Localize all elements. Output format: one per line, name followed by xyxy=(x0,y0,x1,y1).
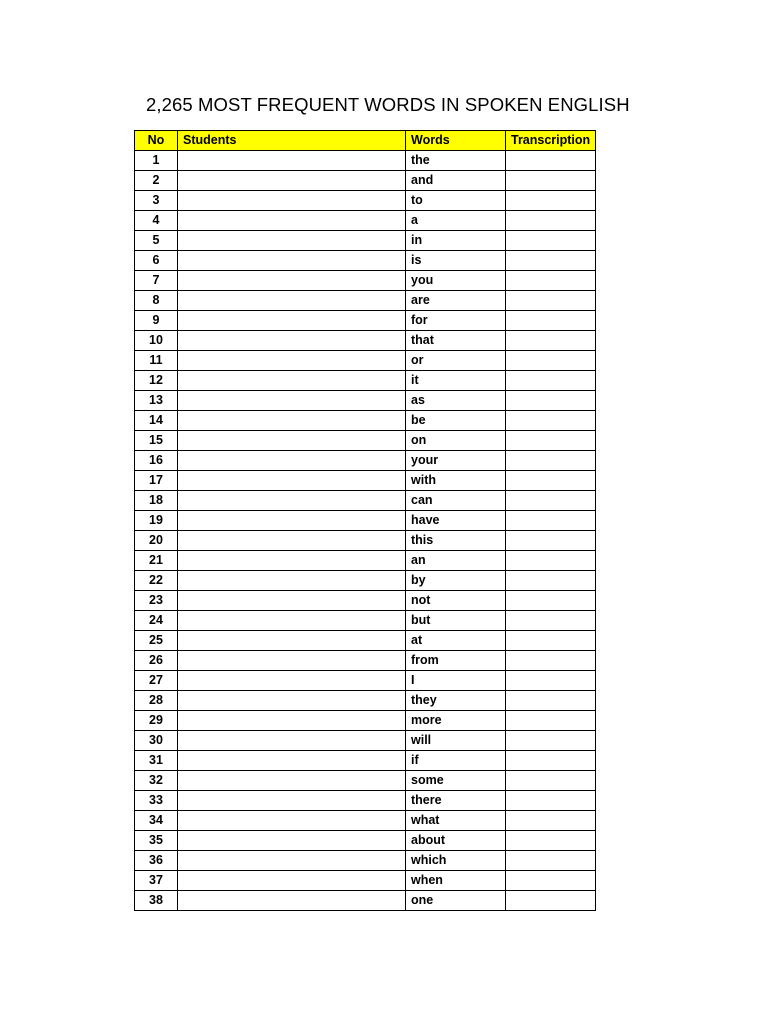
row-number-cell: 37 xyxy=(135,871,178,891)
transcription-cell[interactable] xyxy=(506,751,596,771)
student-cell[interactable] xyxy=(178,831,406,851)
word-cell: as xyxy=(406,391,506,411)
table-row xyxy=(135,271,596,291)
word-cell: this xyxy=(406,531,506,551)
transcription-cell[interactable] xyxy=(506,891,596,911)
page-title: 2,265 MOST FREQUENT WORDS IN SPOKEN ENGLISH xyxy=(146,94,630,115)
word-cell: or xyxy=(406,351,506,371)
student-cell[interactable] xyxy=(178,891,406,911)
table-row xyxy=(135,711,596,731)
table-row xyxy=(135,431,596,451)
word-cell: are xyxy=(406,291,506,311)
table-row xyxy=(135,171,596,191)
table-row xyxy=(135,811,596,831)
table-row xyxy=(135,671,596,691)
student-cell[interactable] xyxy=(178,551,406,571)
word-cell: there xyxy=(406,791,506,811)
row-number-cell: 12 xyxy=(135,371,178,391)
row-number-cell: 30 xyxy=(135,731,178,751)
transcription-cell[interactable] xyxy=(506,571,596,591)
table-row xyxy=(135,511,596,531)
row-number-cell: 33 xyxy=(135,791,178,811)
student-cell[interactable] xyxy=(178,371,406,391)
transcription-cell[interactable] xyxy=(506,791,596,811)
transcription-cell[interactable] xyxy=(506,671,596,691)
word-cell: some xyxy=(406,771,506,791)
word-cell: when xyxy=(406,871,506,891)
word-cell: if xyxy=(406,751,506,771)
row-number-cell: 38 xyxy=(135,891,178,911)
word-cell: a xyxy=(406,211,506,231)
table-row xyxy=(135,231,596,251)
row-number-cell: 25 xyxy=(135,631,178,651)
table-row xyxy=(135,311,596,331)
table-row xyxy=(135,391,596,411)
transcription-cell[interactable] xyxy=(506,371,596,391)
word-cell: at xyxy=(406,631,506,651)
row-number-cell: 11 xyxy=(135,351,178,371)
student-cell[interactable] xyxy=(178,571,406,591)
row-number-cell: 3 xyxy=(135,191,178,211)
student-cell[interactable] xyxy=(178,491,406,511)
table-row xyxy=(135,691,596,711)
student-cell[interactable] xyxy=(178,851,406,871)
table-row xyxy=(135,331,596,351)
transcription-cell[interactable] xyxy=(506,711,596,731)
table-row xyxy=(135,291,596,311)
row-number-cell: 8 xyxy=(135,291,178,311)
word-cell: by xyxy=(406,571,506,591)
transcription-cell[interactable] xyxy=(506,731,596,751)
word-cell: from xyxy=(406,651,506,671)
student-cell[interactable] xyxy=(178,291,406,311)
table-row xyxy=(135,351,596,371)
word-cell: be xyxy=(406,411,506,431)
transcription-cell[interactable] xyxy=(506,191,596,211)
transcription-cell[interactable] xyxy=(506,551,596,571)
row-number-cell: 4 xyxy=(135,211,178,231)
transcription-cell[interactable] xyxy=(506,331,596,351)
table-row xyxy=(135,611,596,631)
student-cell[interactable] xyxy=(178,151,406,171)
student-cell[interactable] xyxy=(178,811,406,831)
table-row xyxy=(135,791,596,811)
row-number-cell: 2 xyxy=(135,171,178,191)
word-cell: one xyxy=(406,891,506,911)
transcription-cell[interactable] xyxy=(506,351,596,371)
row-number-cell: 18 xyxy=(135,491,178,511)
row-number-cell: 24 xyxy=(135,611,178,631)
word-cell: can xyxy=(406,491,506,511)
table-row xyxy=(135,451,596,471)
row-number-cell: 5 xyxy=(135,231,178,251)
word-cell: an xyxy=(406,551,506,571)
transcription-cell[interactable] xyxy=(506,211,596,231)
word-cell: your xyxy=(406,451,506,471)
row-number-cell: 16 xyxy=(135,451,178,471)
row-number-cell: 34 xyxy=(135,811,178,831)
student-cell[interactable] xyxy=(178,211,406,231)
student-cell[interactable] xyxy=(178,251,406,271)
row-number-cell: 9 xyxy=(135,311,178,331)
word-cell: what xyxy=(406,811,506,831)
row-number-cell: 22 xyxy=(135,571,178,591)
row-number-cell: 7 xyxy=(135,271,178,291)
student-cell[interactable] xyxy=(178,531,406,551)
word-cell: the xyxy=(406,151,506,171)
column-header-students: Students xyxy=(178,131,406,151)
table-row xyxy=(135,731,596,751)
table-row xyxy=(135,831,596,851)
transcription-cell[interactable] xyxy=(506,491,596,511)
word-cell: for xyxy=(406,311,506,331)
transcription-cell[interactable] xyxy=(506,251,596,271)
table-row xyxy=(135,651,596,671)
row-number-cell: 6 xyxy=(135,251,178,271)
transcription-cell[interactable] xyxy=(506,851,596,871)
table-row xyxy=(135,531,596,551)
table-row xyxy=(135,191,596,211)
student-cell[interactable] xyxy=(178,191,406,211)
word-cell: that xyxy=(406,331,506,351)
table-row xyxy=(135,571,596,591)
transcription-cell[interactable] xyxy=(506,411,596,431)
word-cell: but xyxy=(406,611,506,631)
table-header-row xyxy=(135,131,596,151)
student-cell[interactable] xyxy=(178,231,406,251)
transcription-cell[interactable] xyxy=(506,531,596,551)
table-row xyxy=(135,891,596,911)
table-row xyxy=(135,851,596,871)
table-row xyxy=(135,491,596,511)
transcription-cell[interactable] xyxy=(506,811,596,831)
row-number-cell: 14 xyxy=(135,411,178,431)
student-cell[interactable] xyxy=(178,591,406,611)
table-row xyxy=(135,871,596,891)
student-cell[interactable] xyxy=(178,651,406,671)
transcription-cell[interactable] xyxy=(506,171,596,191)
column-header-words: Words xyxy=(406,131,506,151)
student-cell[interactable] xyxy=(178,351,406,371)
table-body xyxy=(135,151,596,911)
row-number-cell: 21 xyxy=(135,551,178,571)
student-cell[interactable] xyxy=(178,871,406,891)
row-number-cell: 26 xyxy=(135,651,178,671)
row-number-cell: 19 xyxy=(135,511,178,531)
row-number-cell: 27 xyxy=(135,671,178,691)
transcription-cell[interactable] xyxy=(506,511,596,531)
transcription-cell[interactable] xyxy=(506,591,596,611)
table-row xyxy=(135,251,596,271)
row-number-cell: 1 xyxy=(135,151,178,171)
student-cell[interactable] xyxy=(178,391,406,411)
row-number-cell: 23 xyxy=(135,591,178,611)
transcription-cell[interactable] xyxy=(506,831,596,851)
student-cell[interactable] xyxy=(178,431,406,451)
word-cell: you xyxy=(406,271,506,291)
column-header-transcription: Transcription xyxy=(506,131,596,151)
word-cell: I xyxy=(406,671,506,691)
column-header-no: No xyxy=(135,131,178,151)
table-row xyxy=(135,771,596,791)
transcription-cell[interactable] xyxy=(506,651,596,671)
student-cell[interactable] xyxy=(178,751,406,771)
transcription-cell[interactable] xyxy=(506,451,596,471)
row-number-cell: 13 xyxy=(135,391,178,411)
table-row xyxy=(135,631,596,651)
student-cell[interactable] xyxy=(178,451,406,471)
word-cell: it xyxy=(406,371,506,391)
student-cell[interactable] xyxy=(178,771,406,791)
transcription-cell[interactable] xyxy=(506,291,596,311)
table-row xyxy=(135,151,596,171)
transcription-cell[interactable] xyxy=(506,391,596,411)
word-cell: on xyxy=(406,431,506,451)
transcription-cell[interactable] xyxy=(506,231,596,251)
transcription-cell[interactable] xyxy=(506,631,596,651)
word-cell: about xyxy=(406,831,506,851)
transcription-cell[interactable] xyxy=(506,431,596,451)
row-number-cell: 10 xyxy=(135,331,178,351)
word-cell: not xyxy=(406,591,506,611)
student-cell[interactable] xyxy=(178,271,406,291)
student-cell[interactable] xyxy=(178,331,406,351)
table-row xyxy=(135,751,596,771)
student-cell[interactable] xyxy=(178,411,406,431)
table-row xyxy=(135,591,596,611)
word-table xyxy=(134,130,596,911)
transcription-cell[interactable] xyxy=(506,691,596,711)
word-cell: with xyxy=(406,471,506,491)
word-cell: which xyxy=(406,851,506,871)
row-number-cell: 36 xyxy=(135,851,178,871)
word-cell: in xyxy=(406,231,506,251)
student-cell[interactable] xyxy=(178,671,406,691)
table-row xyxy=(135,411,596,431)
row-number-cell: 35 xyxy=(135,831,178,851)
table-row xyxy=(135,211,596,231)
student-cell[interactable] xyxy=(178,631,406,651)
table-row xyxy=(135,371,596,391)
word-cell: and xyxy=(406,171,506,191)
transcription-cell[interactable] xyxy=(506,871,596,891)
word-cell: to xyxy=(406,191,506,211)
student-cell[interactable] xyxy=(178,611,406,631)
student-cell[interactable] xyxy=(178,711,406,731)
transcription-cell[interactable] xyxy=(506,771,596,791)
word-cell: will xyxy=(406,731,506,751)
word-cell: have xyxy=(406,511,506,531)
row-number-cell: 32 xyxy=(135,771,178,791)
table-row xyxy=(135,471,596,491)
row-number-cell: 15 xyxy=(135,431,178,451)
transcription-cell[interactable] xyxy=(506,311,596,331)
student-cell[interactable] xyxy=(178,791,406,811)
transcription-cell[interactable] xyxy=(506,471,596,491)
transcription-cell[interactable] xyxy=(506,151,596,171)
row-number-cell: 31 xyxy=(135,751,178,771)
table-row xyxy=(135,551,596,571)
word-cell: more xyxy=(406,711,506,731)
student-cell[interactable] xyxy=(178,511,406,531)
row-number-cell: 17 xyxy=(135,471,178,491)
student-cell[interactable] xyxy=(178,731,406,751)
row-number-cell: 29 xyxy=(135,711,178,731)
word-cell: they xyxy=(406,691,506,711)
transcription-cell[interactable] xyxy=(506,611,596,631)
row-number-cell: 20 xyxy=(135,531,178,551)
student-cell[interactable] xyxy=(178,691,406,711)
student-cell[interactable] xyxy=(178,311,406,331)
row-number-cell: 28 xyxy=(135,691,178,711)
word-cell: is xyxy=(406,251,506,271)
student-cell[interactable] xyxy=(178,171,406,191)
student-cell[interactable] xyxy=(178,471,406,491)
transcription-cell[interactable] xyxy=(506,271,596,291)
